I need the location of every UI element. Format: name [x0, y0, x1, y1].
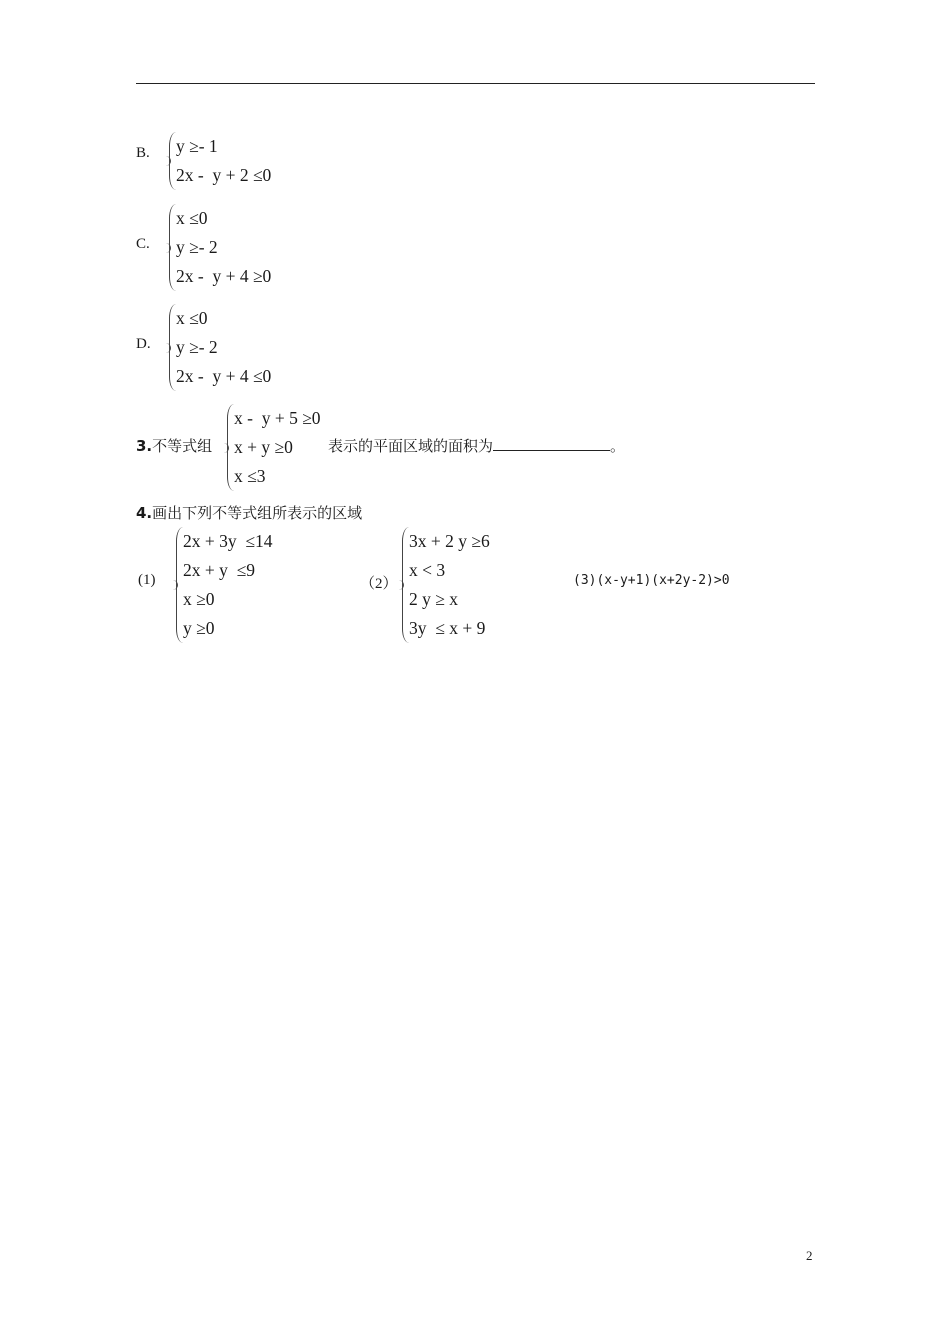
- q4-part1-system: [176, 527, 272, 643]
- equation-line: y ≥- 2: [176, 237, 218, 257]
- option-b-label: B.: [136, 145, 150, 161]
- equation-line: x < 3: [409, 560, 446, 580]
- q3-number: 3.: [136, 437, 153, 455]
- q3-prefix-text: 不等式组: [152, 437, 213, 455]
- q4-part3-label: (3): [573, 573, 597, 588]
- option-c-label: C.: [136, 236, 150, 252]
- equation-line: 2x - y + 2 ≤0: [176, 165, 272, 185]
- option-c-system: [169, 204, 271, 291]
- equation-line: 3x + 2 y ≥6: [409, 531, 490, 551]
- equation-line: 2x + 3y ≤14: [183, 531, 273, 551]
- page-number: 2: [806, 1248, 813, 1263]
- q4-number: 4.: [136, 504, 153, 522]
- equation-line: x ≤0: [176, 308, 208, 328]
- q4-part1-label: (1): [138, 572, 156, 588]
- q4-part2-system: [402, 527, 490, 643]
- q3-system: [227, 404, 321, 491]
- q3-suffix: [328, 435, 625, 456]
- q4-heading: [136, 502, 362, 523]
- equation-line: 3y ≤ x + 9: [409, 618, 486, 638]
- equation-line: 2 y ≥ x: [409, 589, 458, 609]
- answer-blank[interactable]: [493, 435, 610, 451]
- q4-part3-expression: (x-y+1)(x+2y-2)>0: [596, 573, 730, 588]
- equation-line: x ≤0: [176, 208, 208, 228]
- equation-line: 2x - y + 4 ≤0: [176, 366, 272, 386]
- header-rule: [136, 83, 815, 84]
- equation-line: x ≥0: [183, 589, 215, 609]
- option-b-system: [169, 132, 271, 190]
- q4-part3: [573, 573, 730, 588]
- equation-line: y ≥- 2: [176, 337, 218, 357]
- equation-line: x + y ≥0: [234, 437, 293, 457]
- q3-prefix: [136, 435, 212, 456]
- equation-line: x ≤3: [234, 466, 266, 486]
- q4-part2-label: （2）: [360, 576, 398, 592]
- equation-line: x - y + 5 ≥0: [234, 408, 321, 428]
- equation-line: y ≥0: [183, 618, 215, 638]
- q3-suffix-text: 表示的平面区域的面积为: [328, 437, 494, 455]
- equation-line: 2x - y + 4 ≥0: [176, 266, 272, 286]
- equation-line: 2x + y ≤9: [183, 560, 255, 580]
- option-d-label: D.: [136, 336, 151, 352]
- option-d-system: [169, 304, 271, 391]
- q3-end: 。: [610, 437, 626, 455]
- equation-line: y ≥- 1: [176, 136, 218, 156]
- q4-text: 画出下列不等式组所表示的区域: [152, 504, 363, 522]
